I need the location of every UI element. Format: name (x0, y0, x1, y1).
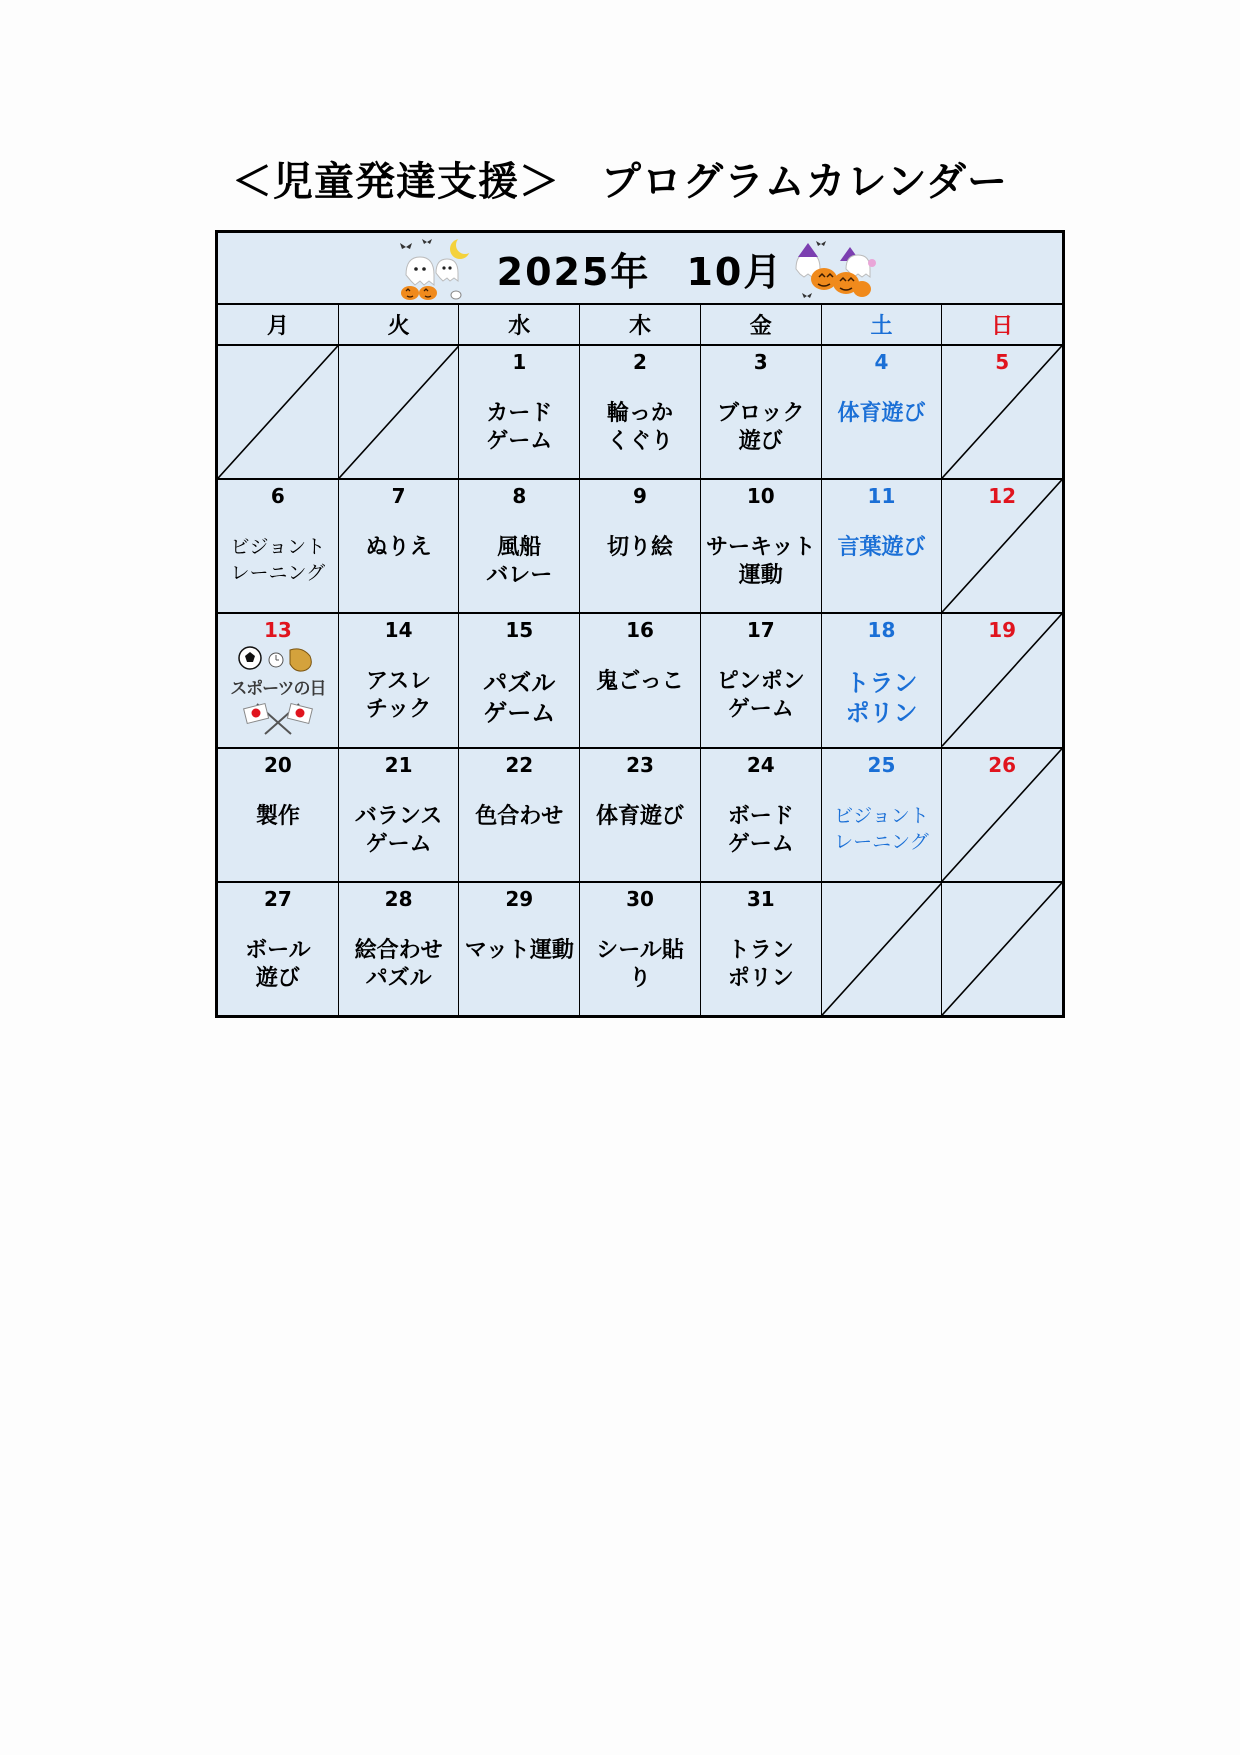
day-number: 16 (626, 618, 654, 643)
day-number: 9 (633, 484, 647, 509)
day-cell (701, 346, 822, 478)
activity-label: 体育遊び (837, 401, 926, 426)
day-number: 21 (384, 752, 413, 777)
day-cell (339, 749, 460, 881)
activity-label: ボール 遊び (245, 937, 311, 991)
weekday-header: 金 (701, 305, 822, 344)
calendar-week-row (218, 883, 1062, 1015)
activity-label: ビジョント レーニング (230, 536, 326, 585)
day-number: 18 (867, 618, 896, 643)
activity-label: 色合わせ (475, 803, 564, 829)
page-title: ＜児童発達支援＞ プログラムカレンダー (232, 159, 1008, 205)
day-number: 6 (270, 484, 285, 509)
empty-day-cell (822, 883, 943, 1015)
weekday-header: 木 (580, 305, 701, 344)
weekday-header: 月 (218, 305, 339, 344)
day-cell (459, 614, 580, 746)
day-cell (701, 749, 822, 881)
holiday-label: スポーツの日 (230, 679, 326, 700)
activity-label: シール貼 り (596, 937, 684, 991)
day-number: 22 (505, 752, 534, 777)
day-cell (459, 883, 580, 1015)
day-cell (942, 749, 1062, 881)
day-number: 20 (263, 752, 292, 777)
day-cell (942, 480, 1062, 612)
day-number: 27 (263, 886, 292, 911)
day-number: 2 (633, 350, 647, 374)
activity-label: ボード ゲーム (727, 803, 794, 857)
day-number: 26 (988, 752, 1017, 777)
month-header (218, 233, 1062, 305)
activity-label: ビジョント レーニング (834, 804, 929, 853)
day-cell (459, 346, 580, 478)
day-number: 7 (391, 484, 406, 509)
calendar-week-row (218, 480, 1062, 614)
day-cell (339, 480, 460, 612)
halloween-ghost-illustration (394, 235, 484, 301)
activity-label: ブロック 遊び (716, 401, 805, 454)
activity-label: 体育遊び (596, 803, 685, 829)
day-number: 12 (988, 484, 1017, 509)
day-number: 1 (512, 350, 527, 374)
day-cell (822, 346, 943, 478)
activity-label: パズル ゲーム (483, 669, 556, 728)
program-calendar (215, 230, 1065, 1018)
month-title (497, 241, 784, 296)
day-number: 10 (746, 484, 775, 509)
activity-label: ぬりえ (365, 535, 432, 561)
day-number: 11 (867, 484, 896, 509)
day-cell (942, 346, 1062, 478)
day-number: 23 (626, 752, 654, 777)
empty-day-cell (218, 346, 339, 478)
activity-label: 切り絵 (607, 535, 674, 561)
activity-label: ピンポン ゲーム (716, 669, 805, 723)
empty-day-cell (942, 883, 1062, 1015)
activity-label: 絵合わせ パズル (354, 937, 443, 991)
day-number: 4 (874, 350, 889, 374)
activity-label: 製作 (255, 803, 300, 829)
weekday-header-row (218, 305, 1062, 346)
activity-label: 言葉遊び (837, 535, 926, 561)
crossed-flags-icon (243, 700, 313, 736)
day-number: 31 (746, 886, 775, 911)
calendar-week-row (218, 614, 1062, 748)
activity-label: サーキット 運動 (705, 535, 816, 589)
day-number: 17 (746, 618, 775, 643)
day-cell (822, 614, 943, 746)
day-cell (701, 480, 822, 612)
activity-label: 風船 バレー (486, 535, 553, 589)
day-cell (339, 883, 460, 1015)
day-cell (459, 749, 580, 881)
calendar-week-row (218, 749, 1062, 883)
activity-label: バランス ゲーム (354, 803, 443, 857)
day-number: 3 (753, 350, 768, 374)
activity-label: トラン ポリン (845, 669, 918, 728)
day-cell (701, 614, 822, 746)
no-service-slash (942, 883, 1062, 1015)
weekday-header: 火 (339, 305, 460, 344)
activity-label: 輪っか くぐり (607, 401, 674, 454)
day-cell (580, 614, 701, 746)
activity-label: 鬼ごっこ (596, 669, 684, 695)
no-service-slash (339, 346, 459, 478)
day-number: 29 (505, 886, 534, 911)
day-cell (580, 346, 701, 478)
weekday-header: 水 (459, 305, 580, 344)
day-number: 25 (867, 752, 896, 777)
day-cell (942, 614, 1062, 746)
day-cell (701, 883, 822, 1015)
activity-label: カード ゲーム (486, 401, 553, 454)
no-service-slash (218, 346, 338, 478)
day-number: 19 (988, 618, 1017, 643)
day-cell (580, 749, 701, 881)
day-cell (218, 614, 339, 746)
day-number: 14 (384, 618, 413, 643)
halloween-pumpkin-illustration (794, 235, 878, 301)
day-cell (822, 480, 943, 612)
empty-day-cell (339, 346, 460, 478)
year-label: 2025年 (496, 249, 651, 294)
day-number: 28 (384, 886, 413, 911)
no-service-slash (822, 883, 942, 1015)
activity-label: アスレ チック (365, 669, 432, 723)
sports-equipment-icon (218, 644, 338, 672)
day-cell (580, 883, 701, 1015)
activity-label: マット運動 (464, 937, 574, 963)
day-cell (339, 614, 460, 746)
weekday-header: 土 (822, 305, 943, 344)
day-cell (580, 480, 701, 612)
activity-label: トラン ポリン (727, 937, 794, 991)
month-label: 10月 (686, 249, 784, 294)
weekday-header: 日 (991, 314, 1014, 339)
day-cell (218, 480, 339, 612)
day-number: 13 (263, 618, 292, 643)
day-cell (218, 883, 339, 1015)
day-cell (218, 749, 339, 881)
day-cell (822, 749, 943, 881)
calendar-grid (218, 346, 1062, 1015)
day-number: 24 (746, 752, 775, 777)
day-number: 8 (512, 484, 527, 509)
day-number: 15 (505, 618, 534, 643)
calendar-week-row (218, 346, 1062, 480)
day-number: 30 (626, 886, 654, 911)
day-cell (459, 480, 580, 612)
day-number: 5 (995, 350, 1010, 374)
